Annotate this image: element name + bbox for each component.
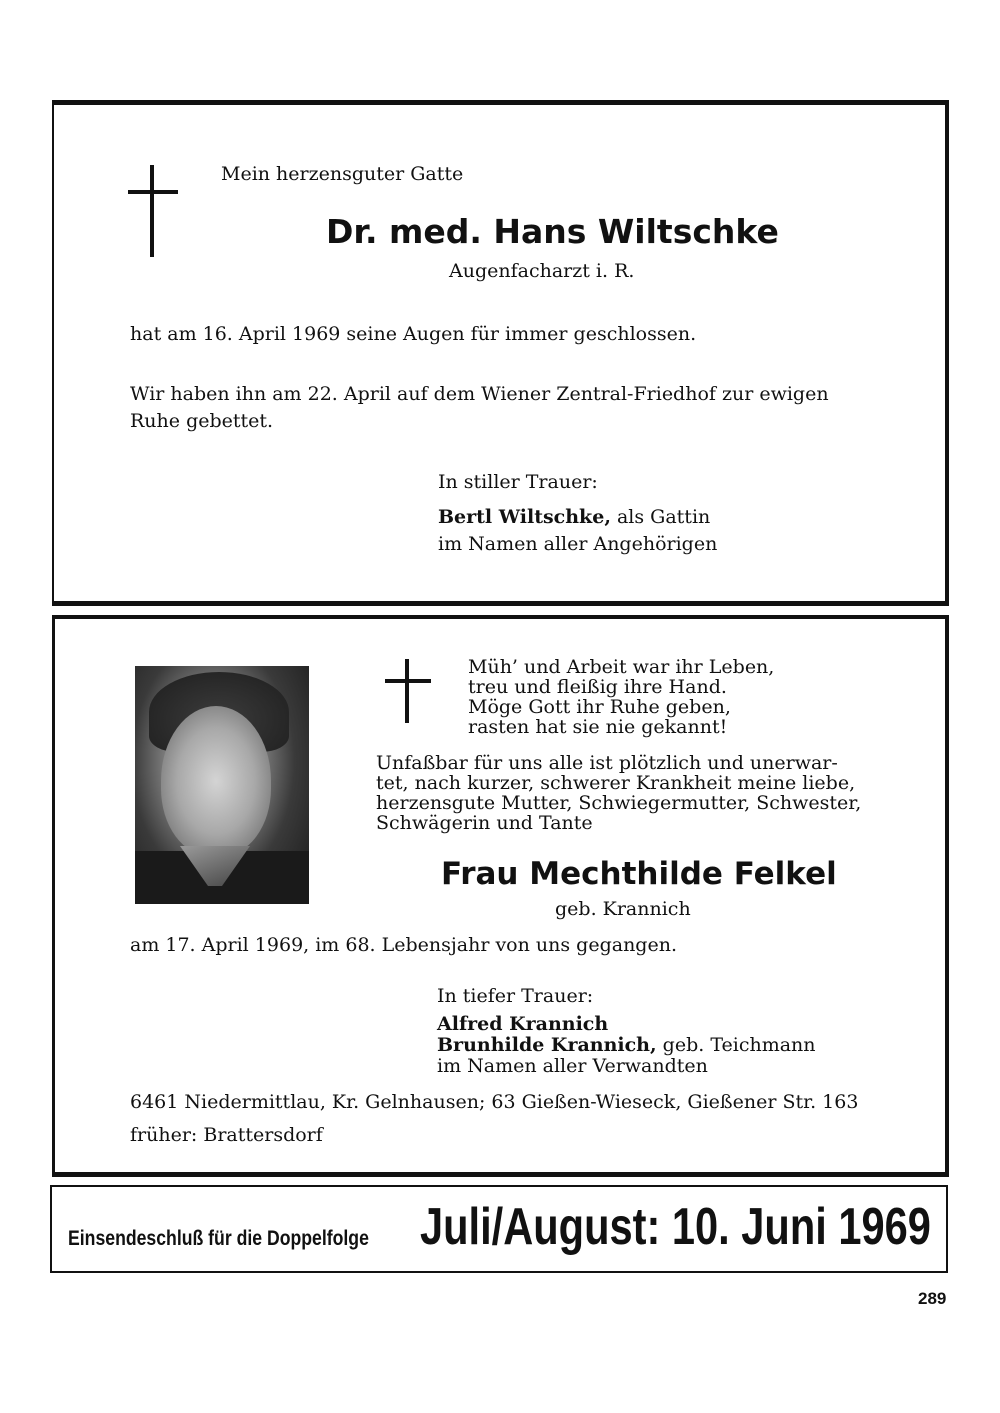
obituary-notice-wiltschke <box>52 100 949 606</box>
body-line-1: Unfaßbar für uns alle ist plötzlich und unerwar- <box>376 752 838 774</box>
cross-icon <box>128 165 178 257</box>
verse-line-2: treu und fleißig ihre Hand. <box>468 676 727 698</box>
address-line: 6461 Niedermittlau, Kr. Gelnhausen; 63 Gießen-Wieseck, Gießener Str. 163 <box>130 1091 859 1113</box>
signer-1: Alfred Krannich <box>437 1013 609 1035</box>
former-address: früher: Brattersdorf <box>130 1124 323 1146</box>
burial-line-2: Ruhe gebettet. <box>130 410 274 432</box>
death-line: hat am 16. April 1969 seine Augen für immer geschlossen. <box>130 323 697 345</box>
page-number: 289 <box>918 1289 947 1308</box>
verse-line-4: rasten hat sie nie gekannt! <box>468 716 728 738</box>
signer-line-2: im Namen aller Angehörigen <box>438 533 718 555</box>
body-line-2: tet, nach kurzer, schwerer Krankheit meine liebe, <box>376 772 856 794</box>
verse-line-3: Möge Gott ihr Ruhe geben, <box>468 696 731 718</box>
body-line-4: Schwägerin und Tante <box>376 812 593 834</box>
cross-icon <box>385 659 431 723</box>
signer-line <box>438 504 710 530</box>
mourning-label: In stiller Trauer: <box>438 471 598 493</box>
burial-line-1: Wir haben ihn am 22. April auf dem Wiener Zentral-Friedhof zur ewigen <box>130 383 829 405</box>
intro-text: Mein herzensguter Gatte <box>221 163 464 185</box>
deceased-name: Frau Mechthilde Felkel <box>441 856 837 892</box>
obituary-notice-felkel <box>52 615 949 1177</box>
deadline-label: Einsendeschluß für die Doppelfolge <box>68 1227 369 1250</box>
birth-name: geb. Krannich <box>555 898 691 920</box>
portrait-photo <box>135 666 309 904</box>
mourning-label: In tiefer Trauer: <box>437 985 594 1007</box>
submission-deadline-banner <box>50 1185 948 1273</box>
body-line-3: herzensgute Mutter, Schwiegermutter, Schwester, <box>376 792 862 814</box>
signer-role: als Gattin <box>610 506 711 528</box>
signer-name: Bertl Wiltschke, <box>438 506 611 528</box>
signer-2-rest: geb. Teichmann <box>656 1034 816 1056</box>
deceased-title: Augenfacharzt i. R. <box>449 260 635 282</box>
verse-line-1: Müh’ und Arbeit war ihr Leben, <box>468 656 775 678</box>
death-line: am 17. April 1969, im 68. Lebensjahr von uns gegangen. <box>130 934 677 956</box>
signer-line-3: im Namen aller Verwandten <box>437 1055 708 1077</box>
signer-2-line <box>437 1035 816 1056</box>
signer-2-name: Brunhilde Krannich, <box>437 1034 657 1056</box>
deadline-date: Juli/August: 10. Juni 1969 <box>420 1198 931 1256</box>
deceased-name: Dr. med. Hans Wiltschke <box>326 212 779 251</box>
